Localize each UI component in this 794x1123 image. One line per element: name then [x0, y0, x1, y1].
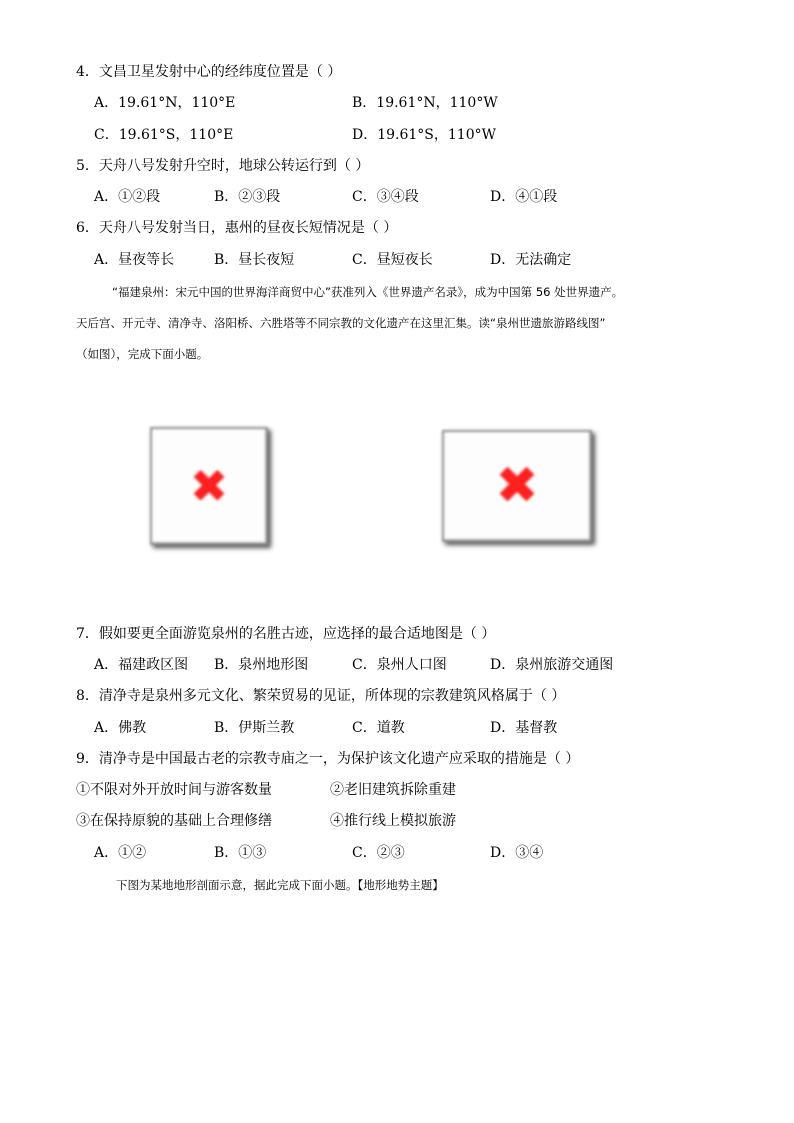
passage-line-1: “福建泉州：宋元中国的世界海洋商贸中心”获准列入《世界遗产名录》，成为中国第 56 处世界遗产。: [112, 285, 624, 299]
question-7-option-b: B．泉州地形图: [214, 657, 309, 673]
question-5-stem: 5．天舟八号发射升空时，地球公转运行到（ ）: [76, 158, 370, 174]
question-7-stem: 7．假如要更全面游览泉州的名胜古迹，应选择的最合适地图是（ ）: [76, 626, 496, 642]
question-8-option-b: B．伊斯兰教: [214, 720, 295, 736]
question-6-stem: 6．天舟八号发射当日，惠州的昼夜长短情况是（ ）: [76, 220, 398, 236]
question-5-option-a: A．①②段: [94, 189, 161, 205]
broken-image-placeholder-left: [150, 427, 268, 545]
broken-image-placeholder-right: [442, 430, 592, 542]
question-4-option-c: C．19.61°S，110°E: [94, 127, 234, 143]
question-5-option-d: D．④①段: [490, 189, 558, 205]
question-4-option-d: D．19.61°S，110°W: [352, 127, 497, 143]
closing-instruction: 下图为某地地形剖面示意，据此完成下面小题。【地形地势主题】: [116, 878, 444, 892]
question-7-option-c: C．泉州人口图: [352, 657, 447, 673]
question-7-option-d: D．泉州旅游交通图: [490, 657, 614, 673]
question-5-option-b: B．②③段: [214, 189, 281, 205]
question-9-statement-3: ③在保持原貌的基础上合理修缮: [76, 813, 272, 829]
question-9-option-c: C．②③: [352, 845, 405, 861]
broken-image-icon: ✖: [495, 456, 539, 516]
question-8-stem: 8．清净寺是泉州多元文化、繁荣贸易的见证，所体现的宗教建筑风格属于（ ）: [76, 688, 566, 704]
question-4-option-a: A．19.61°N，110°E: [94, 95, 236, 111]
passage-line-3: （如图），完成下面小题。: [76, 347, 209, 361]
question-9-option-b: B．①③: [214, 845, 267, 861]
broken-image-icon: ✖: [189, 459, 229, 513]
question-4-stem: 4．文昌卫星发射中心的经纬度位置是（ ）: [76, 64, 342, 80]
question-8-option-c: C．道教: [352, 720, 405, 736]
question-5-option-c: C．③④段: [352, 189, 419, 205]
question-9-option-a: A．①②: [94, 845, 147, 861]
question-8-option-d: D．基督教: [490, 720, 558, 736]
question-9-stem: 9．清净寺是中国最古老的宗教寺庙之一，为保护该文化遗产应采取的措施是（ ）: [76, 751, 580, 767]
question-6-option-a: A．昼夜等长: [94, 252, 175, 268]
question-9-statement-1: ①不限对外开放时间与游客数量: [76, 782, 272, 798]
question-8-option-a: A．佛教: [94, 720, 147, 736]
question-6-option-d: D．无法确定: [490, 252, 572, 268]
question-6-option-c: C．昼短夜长: [352, 252, 433, 268]
question-4-option-b: B．19.61°N，110°W: [352, 95, 498, 111]
question-7-option-a: A．福建政区图: [94, 657, 189, 673]
question-9-option-d: D．③④: [490, 845, 544, 861]
question-6-option-b: B．昼长夜短: [214, 252, 295, 268]
question-9-statement-2: ②老旧建筑拆除重建: [330, 782, 456, 798]
passage-line-2: 天后宫、开元寺、清净寺、洛阳桥、六胜塔等不同宗教的文化遗产在这里汇集。读“泉州世遗旅游路线图”: [76, 316, 606, 330]
question-9-statement-4: ④推行线上模拟旅游: [330, 813, 456, 829]
